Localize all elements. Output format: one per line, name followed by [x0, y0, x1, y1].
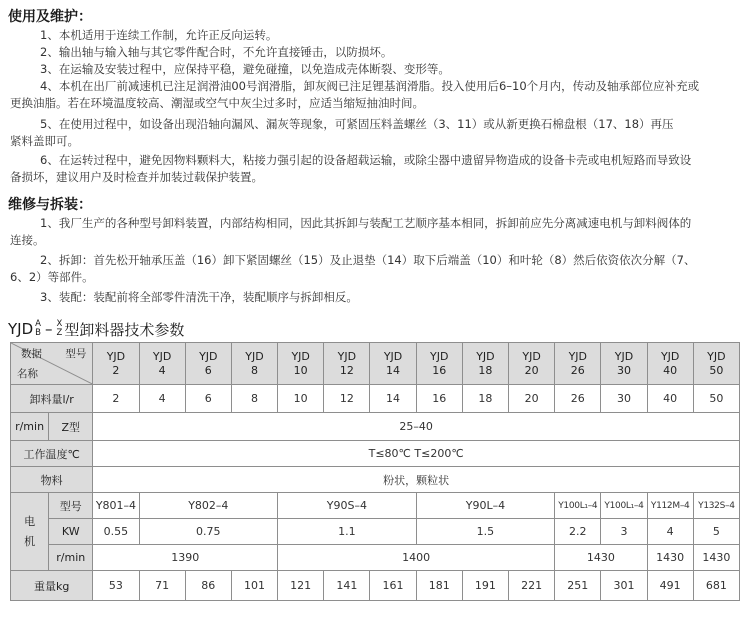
motor-model-cell: Y100L₁–4 [555, 493, 601, 519]
model-header-cell: YJD 16 [416, 343, 462, 385]
kw-cell: 1.5 [416, 519, 555, 545]
kw-cell: 5 [693, 519, 739, 545]
temperature-label: 工作温度℃ [11, 441, 93, 467]
temperature-value: T≤80℃ T≤200℃ [93, 441, 740, 467]
motor-model-cell: Y802–4 [139, 493, 278, 519]
model-header-cell: YJD 40 [647, 343, 693, 385]
material-label: 物料 [11, 467, 93, 493]
corner-cell: 型号 数据 名称 [11, 343, 93, 385]
motor-model-cell: Y90L–4 [416, 493, 555, 519]
speed-row [11, 413, 740, 441]
discharge-cell: 14 [370, 385, 416, 413]
discharge-row [11, 385, 740, 413]
discharge-cell: 30 [601, 385, 647, 413]
weight-cell: 251 [555, 571, 601, 601]
discharge-cell: 12 [324, 385, 370, 413]
usage-item-5: 5、在使用过程中，如设备出现沿轴向漏风、漏灰等现象，可紧固压料盖螺丝（3、11）或从新更换石棉盘根（17、18）再压 紧料盖即可。 [10, 117, 674, 148]
motor-model-cell: Y90S–4 [278, 493, 417, 519]
motor-model-cell: Y100L₁–4 [601, 493, 647, 519]
model-header-cell: YJD 30 [601, 343, 647, 385]
usage-item-3: 3、在运输及安装过程中，应保持平稳，避免碰撞，以免造成壳体断裂、变形等。 [40, 62, 450, 76]
motor-label: 电 机 [11, 493, 49, 571]
motor-rmin-cell: 1430 [693, 545, 739, 571]
kw-cell: 0.75 [139, 519, 278, 545]
model-header-cell: YJD 50 [693, 343, 739, 385]
discharge-cell: 50 [693, 385, 739, 413]
kw-cell: 4 [647, 519, 693, 545]
header-row [11, 343, 740, 385]
table-title-prefix: YJD [8, 320, 34, 338]
weight-cell: 181 [416, 571, 462, 601]
motor-kw-row [11, 519, 740, 545]
title-fraction-xz: X Z [56, 319, 63, 338]
kw-cell: 2.2 [555, 519, 601, 545]
discharge-cell: 16 [416, 385, 462, 413]
discharge-label: 卸料量l/r [11, 385, 93, 413]
weight-cell: 161 [370, 571, 416, 601]
motor-rmin-cell: 1430 [555, 545, 647, 571]
kw-cell: 3 [601, 519, 647, 545]
motor-rmin-cell: 1390 [93, 545, 278, 571]
discharge-cell: 8 [231, 385, 277, 413]
temperature-row [11, 441, 740, 467]
motor-model-cell: Y112M–4 [647, 493, 693, 519]
motor-rmin-label: r/min [49, 545, 93, 571]
spec-table [10, 342, 740, 601]
kw-cell: 0.55 [93, 519, 139, 545]
weight-cell: 121 [278, 571, 324, 601]
discharge-cell: 6 [185, 385, 231, 413]
ztype-value: 25–40 [93, 413, 740, 441]
model-header-cell: YJD 12 [324, 343, 370, 385]
usage-item-1: 1、本机适用于连续工作制，允许正反向运转。 [40, 28, 278, 42]
usage-item-6: 6、在运转过程中，避免因物料颗料大，粘接力强引起的设备超载运输，或除尘器中遗留异物造成的设备卡壳或电机短路而导致设 备损坏，建议用户及时检查并加装过载保护装置。 [10, 153, 692, 184]
model-header-cell: YJD 18 [462, 343, 508, 385]
table-title-suffix: 型卸料器技术参数 [64, 320, 185, 339]
discharge-cell: 2 [93, 385, 139, 413]
model-header-cell: YJD 20 [509, 343, 555, 385]
kw-cell: 1.1 [278, 519, 417, 545]
discharge-cell: 18 [462, 385, 508, 413]
repair-item-1: 1、我厂生产的各种型号卸料装置，内部结构相同，因此其拆卸与装配工艺顺序基本相同，拆卸前应先分离减速电机与卸料阀体的 连接。 [10, 216, 692, 247]
repair-item-3: 3、装配：装配前将全部零件清洗干净，装配顺序与拆卸相反。 [40, 290, 358, 304]
motor-model-row [11, 493, 740, 519]
weight-cell: 101 [231, 571, 277, 601]
kw-label: KW [49, 519, 93, 545]
weight-cell: 491 [647, 571, 693, 601]
model-header-cell: YJD 8 [231, 343, 277, 385]
weight-cell: 141 [324, 571, 370, 601]
motor-rmin-cell: 1430 [647, 545, 693, 571]
usage-item-2: 2、输出轴与输入轴与其它零件配合时，不允许直接锤击，以防损坏。 [40, 45, 393, 59]
material-value: 粉状，颗粒状 [93, 467, 740, 493]
motor-rmin-cell: 1400 [278, 545, 555, 571]
model-header-cell: YJD 26 [555, 343, 601, 385]
model-header-cell: YJD 2 [93, 343, 139, 385]
motor-model-label: 型号 [49, 493, 93, 519]
weight-cell: 301 [601, 571, 647, 601]
discharge-cell: 40 [647, 385, 693, 413]
weight-cell: 221 [509, 571, 555, 601]
rmin-label: r/min [11, 413, 49, 441]
model-header-cell: YJD 14 [370, 343, 416, 385]
weight-row [11, 571, 740, 601]
weight-cell: 53 [93, 571, 139, 601]
weight-label: 重量kg [11, 571, 93, 601]
discharge-cell: 26 [555, 385, 601, 413]
weight-cell: 191 [462, 571, 508, 601]
discharge-cell: 10 [278, 385, 324, 413]
ztype-label: Z型 [49, 413, 93, 441]
material-row [11, 467, 740, 493]
weight-cell: 71 [139, 571, 185, 601]
model-header-cell: YJD 10 [278, 343, 324, 385]
title-fraction-ab: A B [35, 319, 41, 338]
weight-cell: 681 [693, 571, 739, 601]
motor-speed-row [11, 545, 740, 571]
model-header-cell: YJD 4 [139, 343, 185, 385]
motor-model-cell: Y132S–4 [693, 493, 739, 519]
repair-item-2: 2、拆卸：首先松开轴承压盖（16）卸下紧固螺丝（15）及止退垫（14）取下后端盖（10）和叶轮（8）然后依资依次分解（7、 6、2）等部件。 [10, 253, 696, 284]
model-header-cell: YJD 6 [185, 343, 231, 385]
table-title: YJD A B – X Z 型卸料器技术参数 [8, 319, 185, 339]
usage-item-4: 4、本机在出厂前减速机已注足润滑油00号润滑脂，卸灰阀已注足锂基润滑脂。投入使用后6–10个月内，传动及轴承部位应补充或 更换油脂。若在环境温度较高、潮湿或空气中灰尘过多时，应适当缩短抽油时间。 [10, 79, 700, 110]
repair-section-title: 维修与拆装： [8, 197, 92, 213]
discharge-cell: 4 [139, 385, 185, 413]
motor-model-cell: Y801–4 [93, 493, 139, 519]
weight-cell: 86 [185, 571, 231, 601]
discharge-cell: 20 [509, 385, 555, 413]
usage-section-title: 使用及维护： [8, 9, 92, 25]
